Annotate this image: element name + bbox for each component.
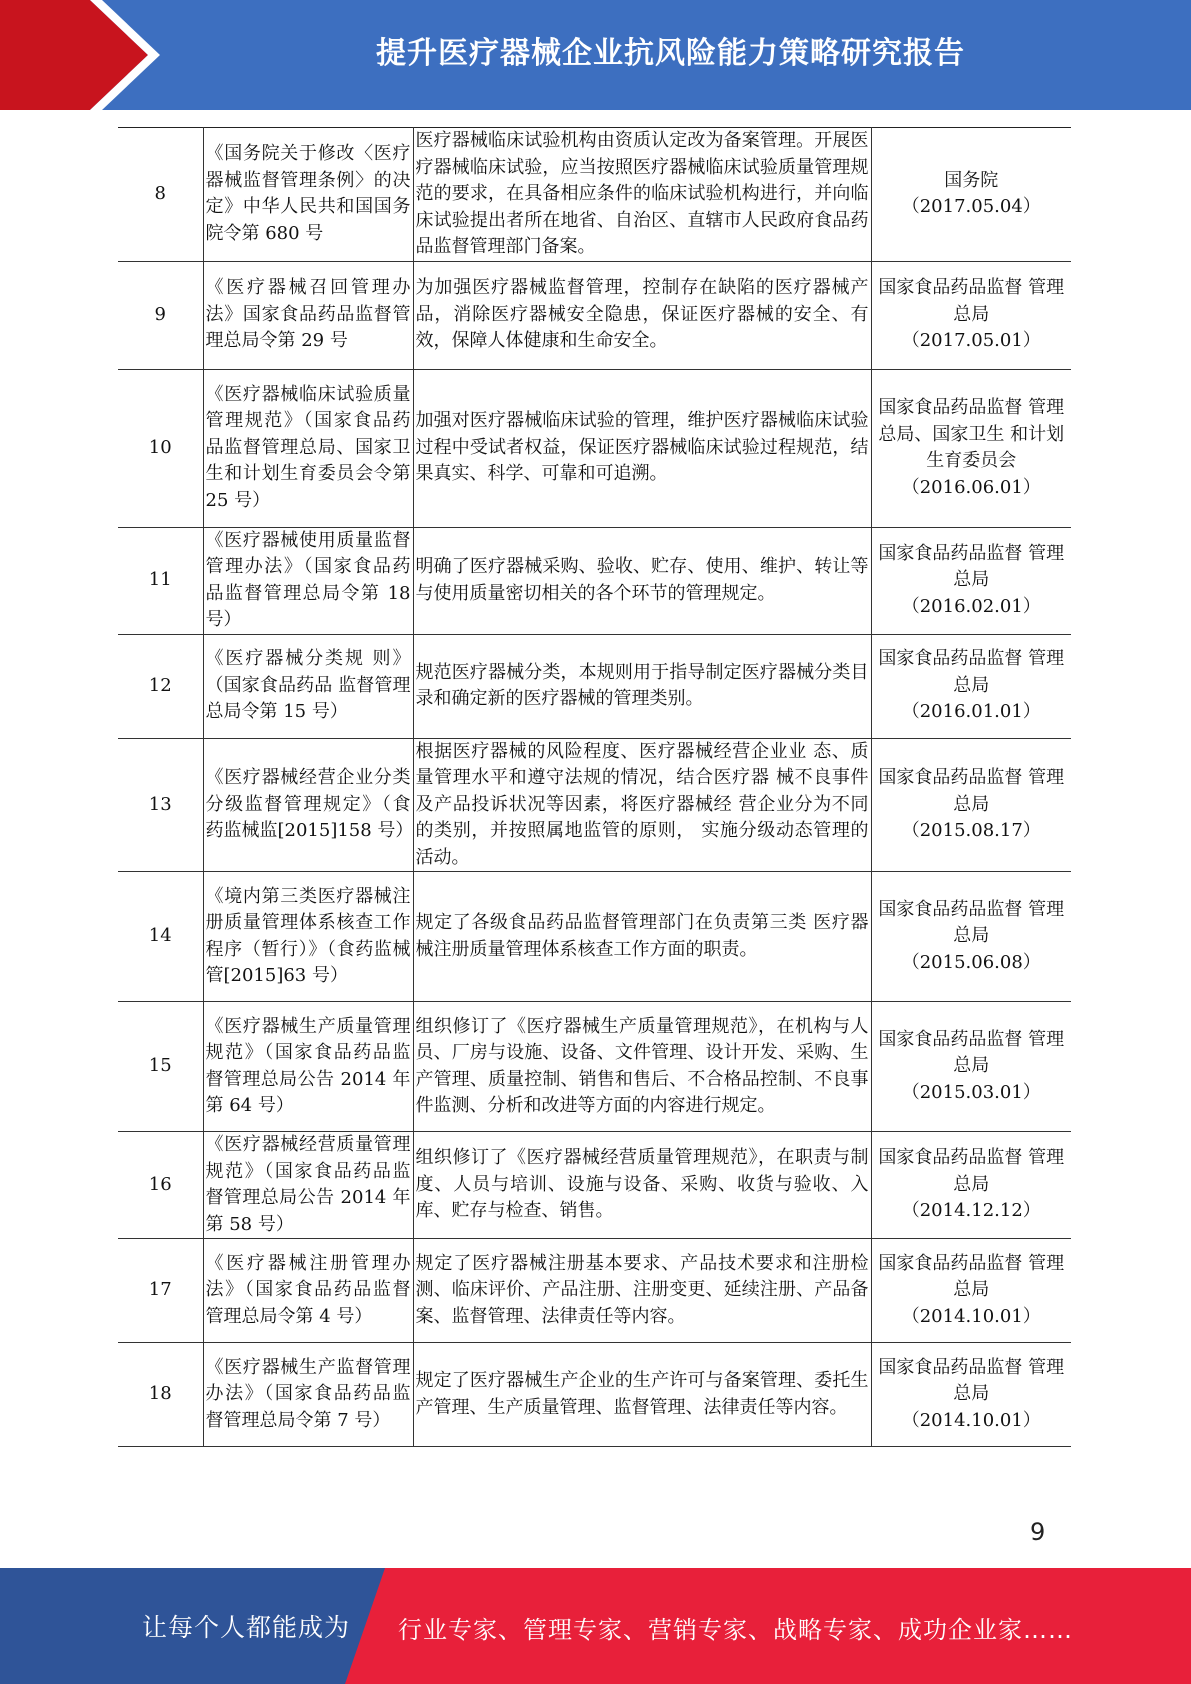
regulation-name: 《境内第三类医疗器械注册质量管理体系核查工作程序（暂行）》（食药监械管[2015]63 号） (203, 872, 413, 1002)
table-row (118, 1132, 1071, 1239)
table-row (118, 527, 1071, 634)
row-number: 15 (118, 1002, 203, 1132)
regulation-table-body (118, 128, 1071, 1447)
page-footer (0, 1568, 1191, 1684)
authority-name: 国家食品药品监督 管理总局 (878, 1252, 1065, 1301)
row-number: 13 (118, 738, 203, 872)
regulation-name: 《医疗器械临床试验质量管理规范》（国家食品药品监督管理总局、国家卫生和计划生育委员会令第 25 号） (203, 369, 413, 527)
regulation-summary: 规定了医疗器械生产企业的生产许可与备案管理、委托生产管理、生产质量管理、监督管理、法律责任等内容。 (413, 1343, 871, 1447)
effective-date: （2015.06.08） (901, 951, 1041, 973)
row-number: 9 (118, 261, 203, 369)
row-number: 16 (118, 1132, 203, 1239)
effective-date: （2014.12.12） (901, 1200, 1041, 1222)
regulation-name: 《医疗器械生产监督管理办法》（国家食品药品监督管理总局令第 7 号） (203, 1343, 413, 1447)
report-title: 提升医疗器械企业抗风险能力策略研究报告 (376, 36, 965, 71)
authority-name: 国家食品药品监督 管理总局 (878, 898, 1065, 947)
footer-slogan-left: 让每个人都能成为 (142, 1613, 351, 1642)
regulation-summary: 组织修订了《医疗器械生产质量管理规范》，在机构与人员、厂房与设施、设备、文件管理、设计开发、采购、生产管理、质量控制、销售和售后、不合格品控制、不良事件监测、分析和改进等方面的内容进行规定。 (413, 1002, 871, 1132)
effective-date: （2017.05.01） (901, 330, 1041, 352)
regulation-summary: 医疗器械临床试验机构由资质认定改为备案管理。开展医疗器械临床试验，应当按照医疗器械临床试验质量管理规范的要求，在具备相应条件的临床试验机构进行，并向临床试验提出者所在地省、自治区、直辖市人民政府食品药品监督管理部门备案。 (413, 128, 871, 262)
regulation-name: 《医疗器械经营质量管理规范》（国家食品药品监督管理总局公告 2014 年第 58 号） (203, 1132, 413, 1239)
table-row (118, 261, 1071, 369)
authority-name: 国家食品药品监督 管理总局 (878, 767, 1065, 815)
authority-name: 国家食品药品监督 管理总局 (878, 1147, 1065, 1195)
regulation-summary: 组织修订了《医疗器械经营质量管理规范》，在职责与制度、人员与培训、设施与设备、采购、收货与验收、入库、贮存与检查、销售。 (413, 1132, 871, 1239)
row-number: 18 (118, 1343, 203, 1447)
regulation-name: 《国务院关于修改〈医疗器械监督管理条例〉的决定》中华人民共和国国务院令第 680 号 (203, 128, 413, 262)
regulation-name: 《医疗器械分类规 则》（国家食品药品 监督管理总局令第 15 号） (203, 634, 413, 738)
page-number: 9 (1030, 1518, 1046, 1546)
table-row (118, 872, 1071, 1002)
row-number: 12 (118, 634, 203, 738)
effective-date: （2016.01.01） (901, 701, 1041, 723)
effective-date: （2014.10.01） (901, 1305, 1041, 1327)
issuing-authority (871, 1239, 1071, 1343)
regulation-table (118, 127, 1071, 1447)
effective-date: （2016.06.01） (901, 476, 1041, 498)
authority-name: 国家食品药品监督 管理总局 (878, 648, 1065, 696)
effective-date: （2015.08.17） (901, 820, 1041, 841)
effective-date: （2015.03.01） (901, 1081, 1041, 1103)
row-number: 14 (118, 872, 203, 1002)
row-number: 11 (118, 527, 203, 634)
regulation-summary: 为加强医疗器械监督管理，控制存在缺陷的医疗器械产品，消除医疗器械安全隐患，保证医疗器械的安全、有效，保障人体健康和生命安全。 (413, 261, 871, 369)
authority-name: 国家食品药品监督 管理总局 (878, 1356, 1065, 1405)
issuing-authority (871, 872, 1071, 1002)
regulation-name: 《医疗器械生产质量管理规范》（国家食品药品监督管理总局公告 2014 年第 64 号） (203, 1002, 413, 1132)
footer-slogan-right: 行业专家、管理专家、营销专家、战略专家、成功企业家…… (398, 1616, 1073, 1644)
issuing-authority (871, 128, 1071, 262)
table-row (118, 1002, 1071, 1132)
authority-name: 国务院 (944, 169, 999, 191)
effective-date: （2017.05.04） (901, 196, 1041, 218)
page-header (0, 0, 1191, 110)
authority-name: 国家食品药品监督 管理总局 (878, 1028, 1065, 1077)
regulation-summary: 规定了医疗器械注册基本要求、产品技术要求和注册检测、临床评价、产品注册、注册变更、延续注册、产品备案、监督管理、法律责任等内容。 (413, 1239, 871, 1343)
regulation-summary: 明确了医疗器械采购、验收、贮存、使用、维护、转让等与使用质量密切相关的各个环节的管理规定。 (413, 527, 871, 634)
row-number: 10 (118, 369, 203, 527)
regulation-summary: 根据医疗器械的风险程度、医疗器械经营企业业 态、质量管理水平和遵守法规的情况，结合医疗器 械不良事件及产品投诉状况等因素，将医疗器械经 营企业分为不同的类别，并按照属地监管的原则， 实施分级动态管理的活动。 (413, 738, 871, 872)
table-row (118, 128, 1071, 262)
regulation-name: 《医疗器械经营企业分类分级监督管理规定》（食药监械监[2015]158 号） (203, 738, 413, 872)
regulation-name: 《医疗器械使用质量监督管理办法》（国家食品药品监督管理总局令第 18 号） (203, 527, 413, 634)
row-number: 17 (118, 1239, 203, 1343)
issuing-authority (871, 1132, 1071, 1239)
regulation-summary: 规范医疗器械分类，本规则用于指导制定医疗器械分类目录和确定新的医疗器械的管理类别。 (413, 634, 871, 738)
regulation-name: 《医疗器械召回管理办法》国家食品药品监督管理总局令第 29 号 (203, 261, 413, 369)
regulation-summary: 加强对医疗器械临床试验的管理，维护医疗器械临床试验过程中受试者权益，保证医疗器械临床试验过程规范，结果真实、科学、可靠和可追溯。 (413, 369, 871, 527)
issuing-authority (871, 1002, 1071, 1132)
row-number: 8 (118, 128, 203, 262)
table-row (118, 1239, 1071, 1343)
regulation-name: 《医疗器械注册管理办法》（国家食品药品监督管理总局令第 4 号） (203, 1239, 413, 1343)
effective-date: （2016.02.01） (901, 595, 1041, 617)
table-row (118, 369, 1071, 527)
authority-name: 国家食品药品监督 管理总局 (878, 277, 1065, 325)
issuing-authority (871, 527, 1071, 634)
table-row (118, 1343, 1071, 1447)
authority-name: 国家食品药品监督 管理总局 (878, 542, 1065, 591)
effective-date: （2014.10.01） (901, 1409, 1041, 1431)
issuing-authority (871, 634, 1071, 738)
table-row (118, 738, 1071, 872)
issuing-authority (871, 261, 1071, 369)
regulation-summary: 规定了各级食品药品监督管理部门在负责第三类 医疗器械注册质量管理体系核查工作方面的职责。 (413, 872, 871, 1002)
issuing-authority (871, 1343, 1071, 1447)
issuing-authority (871, 369, 1071, 527)
header-red-chevron (0, 0, 148, 110)
authority-name: 国家食品药品监督 管理总局、国家卫生 和计划生育委员会 (878, 397, 1065, 471)
issuing-authority (871, 738, 1071, 872)
table-row (118, 634, 1071, 738)
